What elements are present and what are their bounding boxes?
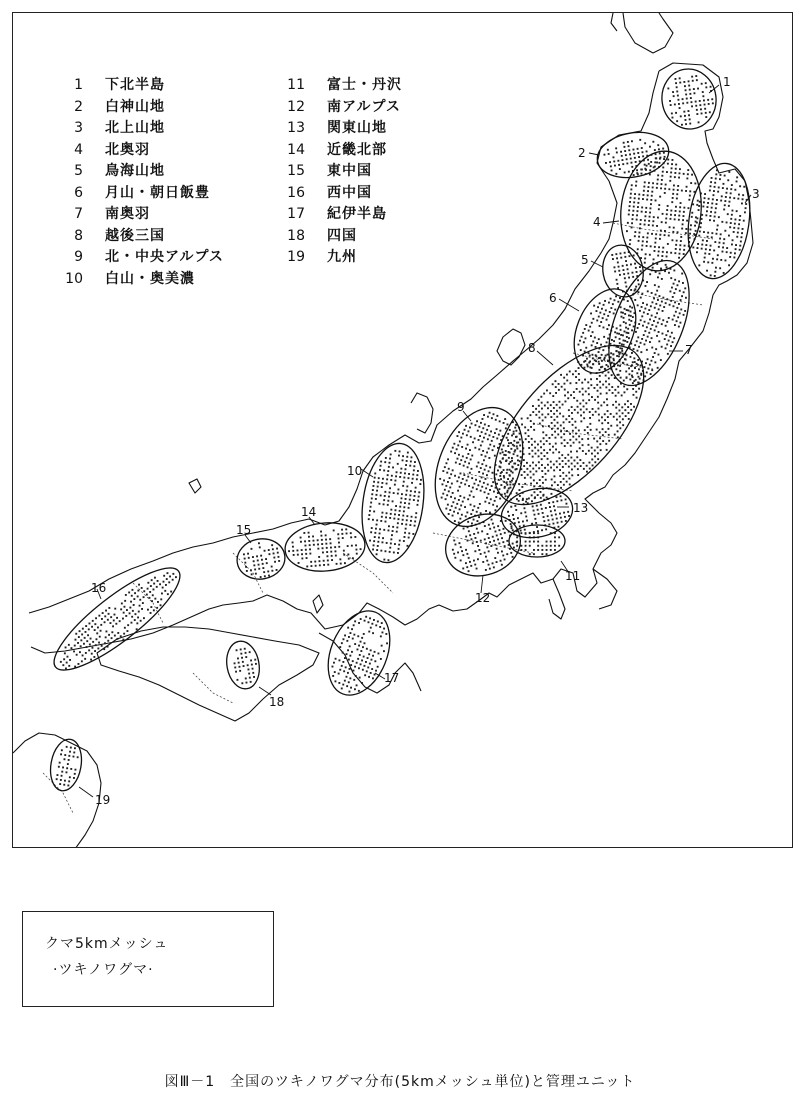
- shikoku-coast: [97, 627, 319, 721]
- legend-row: [275, 204, 402, 226]
- legend-region-name: 月山・朝日飯豊: [105, 184, 210, 201]
- prefecture-borders: [43, 223, 713, 813]
- unit-outline-19: [47, 737, 86, 793]
- legend-row: [275, 97, 402, 119]
- legend-column-1: [53, 75, 224, 290]
- legend-region-name: 富士・丹沢: [327, 77, 402, 93]
- legend-number: 16: [287, 184, 305, 201]
- legend-region-name: 鳥海山地: [105, 163, 165, 179]
- legend-region-name: 白神山地: [105, 98, 165, 115]
- legend-region-name: 関東山地: [327, 120, 387, 136]
- unit-label-9: 9: [457, 400, 465, 414]
- legend-number: 4: [74, 141, 83, 158]
- legend-row: [53, 97, 224, 119]
- legend-row: [53, 204, 224, 226]
- unit-outline-16: [42, 554, 192, 685]
- legend-region-name: 近畿北部: [327, 141, 387, 158]
- hokkaido-coast-2: [611, 13, 617, 31]
- unit-label-1: 1: [723, 75, 731, 89]
- unit-label-7: 7: [685, 343, 693, 357]
- kyushu-coast: [13, 733, 101, 848]
- key-species-label: ·ツキノワグマ·: [53, 962, 154, 978]
- legend-row: [275, 226, 402, 248]
- unit-outline-1: [658, 66, 720, 133]
- legend-number: 19: [287, 249, 305, 265]
- legend-region-name: 南奥羽: [105, 206, 150, 222]
- unit-label-18: 18: [269, 695, 285, 709]
- legend-number: 9: [74, 249, 83, 265]
- legend-number: 13: [287, 120, 305, 136]
- unit-label-4: 4: [593, 215, 601, 229]
- legend-region-name: 九州: [327, 249, 357, 265]
- legend-region-name: 紀伊半島: [327, 206, 387, 222]
- legend-region-name: 四国: [327, 227, 357, 244]
- sado-island: [497, 329, 525, 365]
- legend-row: [275, 118, 402, 140]
- legend-row: [53, 226, 224, 248]
- unit-label-3: 3: [752, 187, 760, 201]
- hokkaido-coast: [623, 13, 673, 53]
- legend-region-name: 北・中央アルプス: [105, 249, 224, 265]
- figure-caption: 図Ⅲ－1 全国のツキノワグマ分布(5kmメッシュ単位)と管理ユニット: [164, 1074, 636, 1090]
- legend-number: 6: [74, 184, 83, 201]
- legend-row: [275, 140, 402, 162]
- legend-number: 12: [287, 98, 305, 115]
- noto-peninsula: [411, 393, 433, 433]
- legend-number: 18: [287, 227, 305, 244]
- legend-row: [275, 75, 402, 97]
- legend-row: [53, 75, 224, 97]
- legend-region-name: 下北半島: [105, 77, 165, 93]
- legend-column-2: [275, 75, 402, 269]
- unit-label-15: 15: [236, 523, 252, 537]
- legend-number: 7: [74, 206, 83, 222]
- unit-label-8: 8: [528, 341, 536, 355]
- unit-outline-12: [438, 505, 529, 586]
- legend-row: [275, 161, 402, 183]
- legend-region-name: 北奥羽: [105, 141, 150, 158]
- legend-number: 15: [287, 163, 305, 179]
- legend-region-name: 東中国: [327, 163, 372, 179]
- legend-number: 5: [74, 163, 83, 179]
- legend-region-name: 白山・奥美濃: [105, 270, 195, 287]
- map-key-box: [22, 911, 274, 1007]
- key-mesh-label: クマ5kmメッシュ: [45, 936, 169, 952]
- unit-label-12: 12: [475, 591, 491, 605]
- island-awaji: [313, 595, 323, 613]
- legend-region-name: 越後三国: [105, 227, 165, 244]
- legend-row: [53, 269, 224, 291]
- legend-row: [53, 161, 224, 183]
- legend-row: [53, 183, 224, 205]
- legend-number: 17: [287, 206, 305, 222]
- legend-region-name: 北上山地: [105, 120, 165, 136]
- legend-number: 8: [74, 227, 83, 244]
- unit-outline-10: [355, 439, 431, 566]
- island-oki: [189, 479, 201, 493]
- unit-label-11: 11: [565, 569, 581, 583]
- map-frame: [12, 12, 793, 848]
- unit-label-19: 19: [95, 793, 111, 807]
- unit-outline-14: [283, 520, 367, 575]
- legend-number: 10: [65, 270, 83, 287]
- unit-label-2: 2: [578, 146, 586, 160]
- legend-row: [53, 140, 224, 162]
- unit-label-5: 5: [581, 253, 589, 267]
- unit-label-16: 16: [91, 581, 107, 595]
- unit-label-6: 6: [549, 291, 557, 305]
- legend-number: 3: [74, 120, 83, 136]
- legend-number: 1: [74, 77, 83, 93]
- boso-peninsula: [593, 569, 617, 609]
- legend-number: 11: [287, 77, 305, 93]
- legend-row: [53, 118, 224, 140]
- legend-region-name: 南アルプス: [327, 98, 401, 115]
- unit-label-10: 10: [347, 464, 363, 478]
- unit-label-17: 17: [384, 671, 400, 685]
- legend-number: 2: [74, 98, 83, 115]
- unit-outline-17: [317, 602, 402, 705]
- unit-label-14: 14: [301, 505, 317, 519]
- legend-row: [53, 247, 224, 269]
- unit-label-13: 13: [573, 501, 589, 515]
- izu-peninsula: [549, 579, 565, 619]
- legend-row: [275, 183, 402, 205]
- legend-row: [275, 247, 402, 269]
- legend-number: 14: [287, 141, 305, 158]
- legend-region-name: 西中国: [327, 184, 372, 201]
